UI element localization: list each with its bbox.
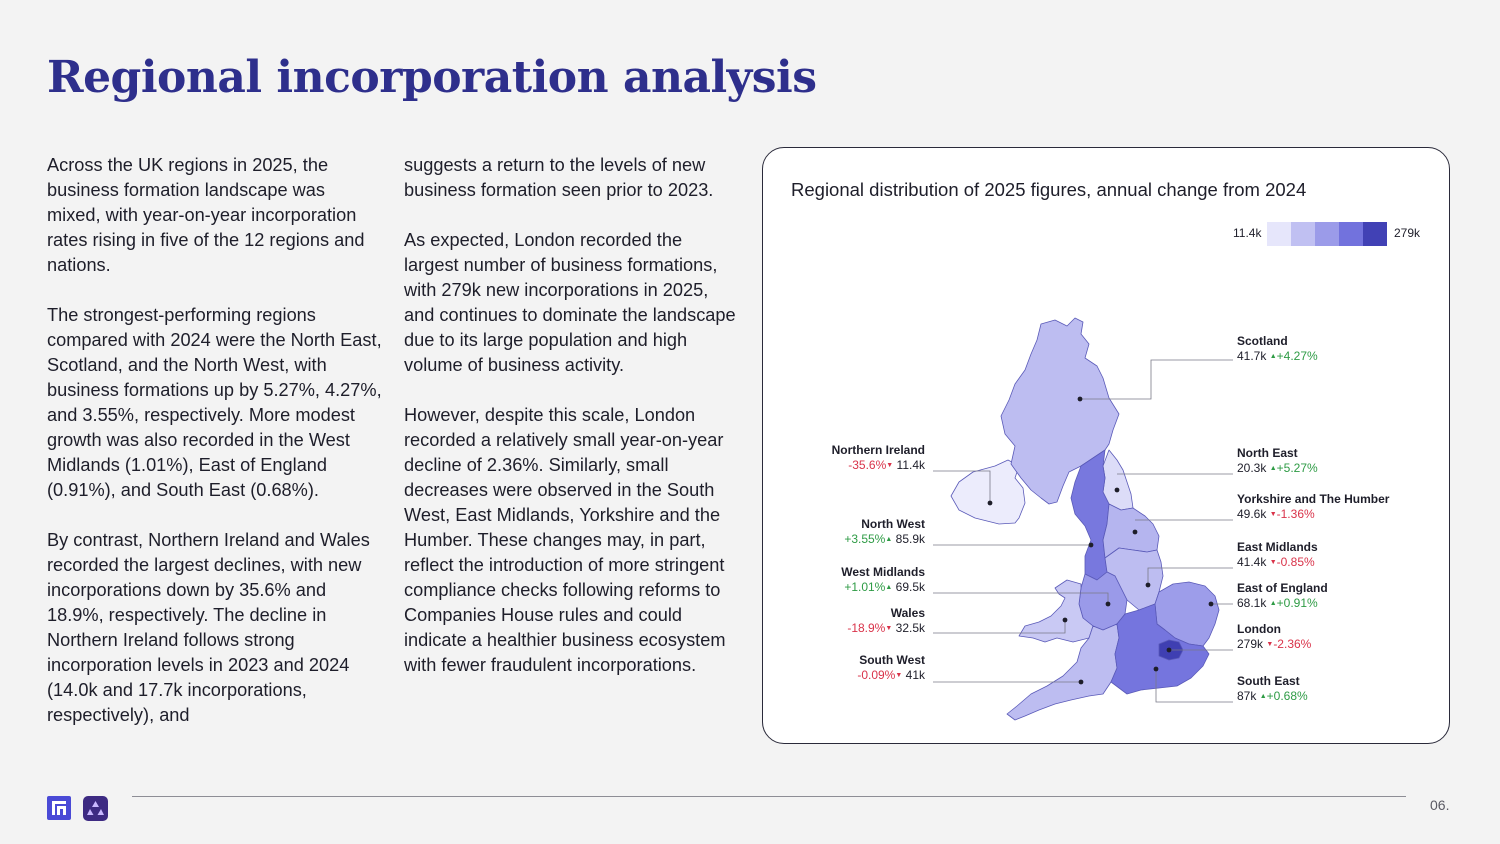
- down-arrow-icon: ▼: [1269, 511, 1277, 518]
- region-value: 69.5k: [895, 580, 925, 594]
- paragraph: By contrast, Northern Ireland and Wales recorded the largest declines, with new incorporations down by 35.6% and 18.9%, respectively. The decline in Northern Ireland follows strong incorporation levels in 2023 and 2024 (14.0k and 17.7k incorporations, respectively), and: [47, 530, 370, 725]
- region-name: South East: [1237, 674, 1300, 688]
- region-change: +1.01%: [844, 580, 886, 594]
- legend-max-label: 279k: [1394, 226, 1421, 240]
- region-change: +0.68%: [1266, 689, 1308, 703]
- marker-dot: [1106, 602, 1111, 607]
- label-north-west: [844, 517, 925, 547]
- marker-dot: [1146, 583, 1151, 588]
- region-name: East of England: [1237, 581, 1328, 595]
- region-name: South West: [859, 653, 925, 667]
- label-west-midlands: [841, 565, 925, 595]
- region-name: North West: [861, 517, 925, 531]
- paragraph: The strongest-performing regions compared with 2024 were the North East, Scotland, and the North West, with business formations up by 5.27%, 4.27%, and 3.55%, respectively. More modest growth was also recorded in the West Midlands (1.01%), East of England (0.91%), and South East (0.68%).: [47, 305, 382, 500]
- page-title: Regional incorporation analysis: [47, 52, 817, 103]
- label-london: [1237, 622, 1311, 652]
- region-change: -0.09%: [857, 668, 896, 682]
- marker-dot: [1115, 488, 1120, 493]
- region-value: 85.9k: [895, 532, 925, 546]
- region-northern-ireland[interactable]: [951, 460, 1025, 524]
- text-column-2: [404, 153, 739, 703]
- region-value: 49.6k: [1237, 507, 1267, 521]
- marker-dot: [988, 501, 993, 506]
- region-value: 41.7k: [1237, 349, 1267, 363]
- down-arrow-icon: ▼: [895, 672, 903, 679]
- down-arrow-icon: ▼: [886, 462, 894, 469]
- map-card: [762, 147, 1450, 744]
- down-arrow-icon: ▼: [885, 625, 893, 632]
- region-change: -35.6%: [848, 458, 887, 472]
- page-number: 06.: [1430, 797, 1450, 813]
- map-title: Regional distribution of 2025 figures, annual change from 2024: [791, 179, 1307, 200]
- marker-dot: [1079, 680, 1084, 685]
- label-wales: [847, 606, 925, 636]
- region-name: East Midlands: [1237, 540, 1318, 554]
- label-east-midlands: [1237, 540, 1318, 570]
- region-change: -1.36%: [1276, 507, 1315, 521]
- label-south-west: [857, 653, 925, 683]
- region-value: 41.4k: [1237, 555, 1267, 569]
- formations-logo-icon: [47, 796, 71, 820]
- paragraph: Across the UK regions in 2025, the business formation landscape was mixed, with year-on-year incorporation rates rising in five of the 12 regions and nations.: [47, 155, 365, 275]
- text-column-1: [47, 153, 382, 753]
- marker-dot: [1133, 530, 1138, 535]
- paragraph: However, despite this scale, London recorded a relatively small year-on-year decline of 2.36%. Similarly, small decreases were observed in the South West, East Midlands, Yorkshire and the Humber. These changes may, in part, reflect the introduction of more stringent compliance checks following reforms to Companies House rules and could indicate a healthier business ecosystem with fewer fraudulent incorporations.: [404, 405, 726, 675]
- region-north-west[interactable]: [1071, 450, 1109, 580]
- region-name: Yorkshire and The Humber: [1237, 492, 1390, 506]
- label-northern-ireland: [832, 443, 925, 473]
- up-arrow-icon: ▲: [1269, 465, 1277, 472]
- paragraph: suggests a return to the levels of new business formation seen prior to 2023.: [404, 155, 714, 200]
- region-value: 20.3k: [1237, 461, 1267, 475]
- up-arrow-icon: ▲: [1269, 600, 1277, 607]
- region-change: +5.27%: [1276, 461, 1318, 475]
- region-change: +3.55%: [844, 532, 886, 546]
- up-arrow-icon: ▲: [885, 584, 893, 591]
- up-arrow-icon: ▲: [1259, 693, 1267, 700]
- region-change: -0.85%: [1276, 555, 1315, 569]
- region-value: 279k: [1237, 637, 1264, 651]
- label-north-east: [1237, 446, 1318, 476]
- marker-dot: [1078, 397, 1083, 402]
- region-name: Northern Ireland: [831, 443, 925, 457]
- region-value: 68.1k: [1237, 596, 1267, 610]
- region-change: +0.91%: [1276, 596, 1318, 610]
- label-south-east: [1237, 674, 1308, 704]
- region-name: London: [1237, 622, 1281, 636]
- region-value: 41k: [905, 668, 925, 682]
- down-arrow-icon: ▼: [1266, 641, 1274, 648]
- marker-dot: [1063, 618, 1068, 623]
- region-change: -2.36%: [1273, 637, 1312, 651]
- region-value: 11.4k: [896, 458, 925, 472]
- legend-min-label: 11.4k: [1233, 226, 1262, 240]
- region-name: North East: [1237, 446, 1298, 460]
- region-name: Scotland: [1237, 334, 1288, 348]
- region-change: -18.9%: [847, 621, 886, 635]
- label-scotland: [1237, 334, 1318, 364]
- marker-dot: [1154, 667, 1159, 672]
- label-yorkshire: [1237, 492, 1389, 522]
- up-arrow-icon: ▲: [1269, 353, 1277, 360]
- marker-dot: [1089, 543, 1094, 548]
- marker-dot: [1209, 602, 1214, 607]
- logo-glyph: [52, 801, 66, 815]
- label-east-of-england: [1237, 581, 1328, 611]
- logo-background: [83, 796, 108, 821]
- region-name: Wales: [890, 606, 925, 620]
- region-value: 87k: [1237, 689, 1257, 703]
- down-arrow-icon: ▼: [1269, 559, 1277, 566]
- region-value: 32.5k: [895, 621, 925, 635]
- marker-dot: [1167, 648, 1172, 653]
- paragraph: As expected, London recorded the largest number of business formations, with 279k new incorporations in 2025, and continues to dominate the landscape due to its large population and high volume of business activity.: [404, 230, 736, 375]
- up-arrow-icon: ▲: [885, 536, 893, 543]
- recycle-brand-logo-icon: [83, 796, 108, 821]
- region-name: West Midlands: [841, 565, 925, 579]
- region-change: +4.27%: [1276, 349, 1318, 363]
- footer-divider: [132, 796, 1406, 797]
